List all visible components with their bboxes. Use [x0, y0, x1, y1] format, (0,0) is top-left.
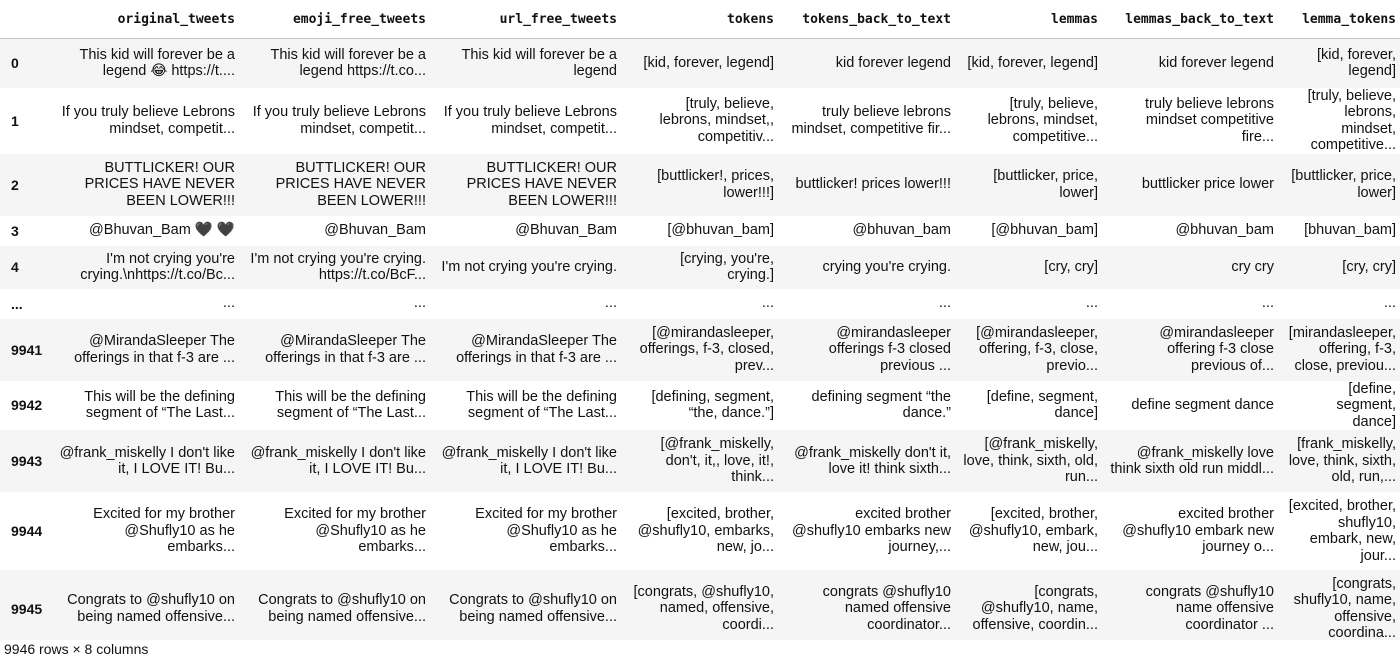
row-index: 4 [11, 259, 19, 275]
cell-text: defining segment “the dance.” [811, 388, 951, 422]
table-cell [957, 39, 1104, 88]
table-cell [623, 430, 780, 492]
table-cell [780, 289, 957, 319]
column-header-emoji-free-tweets: emoji_free_tweets [241, 0, 432, 39]
cell-text: @MirandaSleeper The offerings in that f-3 are ... [265, 333, 426, 366]
column-header-lemmas-back-to-text: lemmas_back_to_text [1104, 0, 1280, 39]
cell-text: @frank_miskelly love think sixth old run middl... [1110, 444, 1274, 477]
cell-text: [@frank_miskelly, don't, it,, love, it!, think... [660, 436, 774, 486]
table-cell [623, 492, 780, 570]
cell-text: define segment dance [1131, 397, 1274, 413]
cell-text: truly believe lebrons mindset, competitive fir... [791, 104, 951, 137]
table-cell [432, 216, 623, 246]
cell-text: Congrats to @shufly10 on being named offensive... [67, 592, 235, 625]
table-cell [432, 289, 623, 319]
table-cell [241, 381, 432, 431]
table-cell [957, 492, 1104, 570]
cell-text: congrats @shufly10 named offensive coordinator... [822, 583, 951, 633]
cell-text: [crying, you're, crying.] [680, 250, 774, 283]
row-index: 9941 [11, 341, 43, 358]
table-cell [1104, 246, 1280, 289]
table-cell [432, 570, 623, 640]
table-cell [1280, 39, 1400, 88]
table-cell [780, 492, 957, 570]
table-cell [623, 88, 780, 154]
table-cell [50, 492, 241, 570]
table-cell [50, 381, 241, 431]
table-row [0, 289, 1400, 319]
cell-text: [truly, believe, lebrons, mindset, competitive... [987, 95, 1098, 145]
table-cell [1280, 570, 1400, 640]
table-cell [780, 381, 957, 431]
cell-text: [truly, believe, lebrons, mindset, competitive... [1307, 87, 1396, 153]
cell-text: ... [1261, 295, 1274, 312]
column-header-index [0, 0, 50, 39]
row-index: ... [11, 295, 23, 312]
table-cell [1280, 381, 1400, 431]
table-cell [432, 39, 623, 88]
table-cell [623, 154, 780, 216]
column-header-tokens: tokens [623, 0, 780, 39]
table-row [0, 39, 1400, 88]
cell-text: @frank_miskelly I don't like it, I LOVE IT! Bu... [59, 444, 235, 477]
cell-text: @frank_miskelly I don't like it, I LOVE IT! Bu... [250, 444, 426, 477]
cell-text: @MirandaSleeper The offerings in that f-3 are ... [74, 333, 235, 366]
cell-text: Excited for my brother @Shufly10 as he embarks... [475, 506, 617, 556]
cell-text: truly believe lebrons mindset competitive fire... [1145, 95, 1274, 145]
cell-text: congrats @shufly10 name offensive coordinator ... [1145, 583, 1274, 633]
cell-text: kid forever legend [1158, 55, 1274, 71]
table-cell [432, 319, 623, 381]
cell-text: This kid will forever be a legend 😂 https://t.... [79, 46, 235, 80]
cell-text: This kid will forever be a legend [461, 46, 617, 80]
table-cell [50, 570, 241, 640]
cell-text: I'm not crying you're crying. https://t.co/BcF... [250, 250, 426, 283]
cell-text: ... [938, 295, 951, 312]
table-cell [1104, 216, 1280, 246]
dataframe-summary: 9946 rows × 8 columns [4, 641, 149, 657]
cell-text: [truly, believe, lebrons, mindset,, competitiv... [659, 95, 774, 145]
table-row [0, 216, 1400, 246]
table-cell [50, 88, 241, 154]
table-cell [241, 319, 432, 381]
cell-text: Congrats to @shufly10 on being named offensive... [449, 592, 617, 625]
row-index: 3 [11, 222, 19, 239]
cell-text: [defining, segment, “the, dance.”] [651, 388, 774, 422]
table-cell [1104, 289, 1280, 319]
cell-text: excited brother @shufly10 embarks new journey,... [792, 506, 951, 556]
table-cell [432, 492, 623, 570]
cell-text: @frank_miskelly don't it, love it! think sixth... [794, 444, 951, 477]
cell-text: [congrats, shufly10, name, offensive, coordina... [1293, 575, 1396, 640]
table-cell [241, 39, 432, 88]
row-index: 1 [11, 112, 19, 129]
table-cell [780, 570, 957, 640]
table-cell [957, 216, 1104, 246]
cell-text: [congrats, @shufly10, named, offensive, coordi... [633, 583, 774, 633]
table-cell [957, 246, 1104, 289]
cell-text: If you truly believe Lebrons mindset, competit... [252, 104, 426, 137]
column-header-url-free-tweets: url_free_tweets [432, 0, 623, 39]
table-cell [241, 289, 432, 319]
table-cell [241, 430, 432, 492]
table-cell [623, 216, 780, 246]
table-cell [780, 430, 957, 492]
cell-text: BUTTLICKER! OUR PRICES HAVE NEVER BEEN LOWER!!! [466, 159, 617, 209]
cell-text: @bhuvan_bam [1175, 222, 1274, 239]
table-row [0, 319, 1400, 381]
table-cell [1280, 246, 1400, 289]
row-index: 9943 [11, 453, 43, 469]
table-cell [1104, 319, 1280, 381]
table-cell [1104, 154, 1280, 216]
table-cell [780, 88, 957, 154]
table-cell [1280, 430, 1400, 492]
table-row [0, 430, 1400, 492]
table-cell [623, 39, 780, 88]
cell-text: [buttlicker, price, lower] [993, 168, 1098, 201]
column-header-lemma-tokens: lemma_tokens [1280, 0, 1400, 39]
table-cell [957, 570, 1104, 640]
table-cell [50, 430, 241, 492]
table-cell [957, 88, 1104, 154]
table-cell [1280, 216, 1400, 246]
table-cell [50, 246, 241, 289]
cell-text: [@mirandasleeper, offering, f-3, close, previo... [976, 324, 1098, 374]
cell-text: Excited for my brother @Shufly10 as he embarks... [93, 506, 235, 556]
cell-text: [excited, brother, shufly10, embark, new, jour... [1288, 498, 1396, 564]
table-cell [241, 154, 432, 216]
table-cell [780, 246, 957, 289]
table-cell [957, 154, 1104, 216]
row-index: 9942 [11, 397, 43, 414]
table-cell [1104, 492, 1280, 570]
cell-text: BUTTLICKER! OUR PRICES HAVE NEVER BEEN LOWER!!! [275, 159, 426, 209]
cell-text: @Bhuvan_Bam [515, 222, 617, 239]
cell-text: [excited, brother, @shufly10, embark, new, jou... [968, 506, 1098, 556]
cell-text: [bhuvan_bam] [1304, 222, 1396, 239]
table-row [0, 88, 1400, 154]
table-cell [241, 570, 432, 640]
table-cell [623, 289, 780, 319]
table-cell [623, 570, 780, 640]
cell-text: @MirandaSleeper The offerings in that f-3 are ... [456, 333, 617, 366]
cell-text: [@bhuvan_bam] [667, 222, 774, 239]
cell-text: ... [604, 295, 617, 312]
cell-text: I'm not crying you're crying.\nhttps://t.co/Bc... [80, 250, 235, 283]
table-cell [957, 319, 1104, 381]
cell-text: [@mirandasleeper, offerings, f-3, closed, prev... [639, 324, 774, 374]
cell-text: I'm not crying you're crying. [441, 258, 617, 275]
cell-text: Excited for my brother @Shufly10 as he embarks... [284, 506, 426, 556]
cell-text: [kid, forever, legend] [967, 55, 1098, 71]
table-cell [50, 319, 241, 381]
cell-text: buttlicker! prices lower!!! [795, 176, 951, 193]
table-cell [241, 246, 432, 289]
cell-text: cry cry [1231, 258, 1274, 275]
cell-text: [cry, cry] [1342, 258, 1396, 275]
table-cell [1104, 570, 1280, 640]
cell-text: [excited, brother, @shufly10, embarks, new, jo... [637, 506, 774, 556]
cell-text: [kid, forever, legend] [643, 55, 774, 71]
column-header-original-tweets: original_tweets [50, 0, 241, 39]
table-cell [623, 381, 780, 431]
cell-text: This will be the defining segment of “The Last... [466, 388, 617, 422]
table-cell [50, 289, 241, 319]
row-index: 2 [11, 176, 19, 193]
table-cell [1280, 154, 1400, 216]
table-row [0, 492, 1400, 570]
table-cell [623, 246, 780, 289]
cell-text: kid forever legend [835, 55, 951, 71]
cell-text: @Bhuvan_Bam 🖤 🖤 [89, 222, 235, 239]
cell-text: ... [222, 295, 235, 312]
table-cell [1280, 492, 1400, 570]
cell-text: If you truly believe Lebrons mindset, competit... [61, 104, 235, 137]
table-cell [623, 319, 780, 381]
cell-text: @frank_miskelly I don't like it, I LOVE IT! Bu... [441, 444, 617, 477]
table-cell [1104, 88, 1280, 154]
cell-text: This will be the defining segment of “The Last... [84, 388, 235, 422]
cell-text: ... [1383, 295, 1396, 312]
cell-text: [buttlicker, price, lower] [1291, 168, 1396, 201]
table-cell [780, 154, 957, 216]
table-cell [50, 154, 241, 216]
table-cell [1280, 319, 1400, 381]
cell-text: BUTTLICKER! OUR PRICES HAVE NEVER BEEN LOWER!!! [84, 159, 235, 209]
cell-text: [frank_miskelly, love, think, sixth, old, run,... [1288, 436, 1396, 486]
table-row [0, 246, 1400, 289]
table-row [0, 570, 1400, 640]
row-index: 0 [11, 55, 19, 72]
cell-text: @Bhuvan_Bam [324, 222, 426, 239]
cell-text: This kid will forever be a legend https://t.co... [270, 46, 426, 80]
cell-text: ... [1085, 295, 1098, 312]
cell-text: ... [761, 295, 774, 312]
cell-text: [define, segment, dance] [986, 388, 1098, 422]
cell-text: buttlicker price lower [1141, 176, 1274, 193]
cell-text: @bhuvan_bam [852, 222, 951, 239]
row-index: 9945 [11, 600, 43, 617]
table-cell [432, 88, 623, 154]
table-cell [1104, 430, 1280, 492]
table-cell [241, 492, 432, 570]
cell-text: excited brother @shufly10 embark new journey o... [1122, 506, 1274, 556]
cell-text: [kid, forever, legend] [1317, 46, 1396, 80]
cell-text: [cry, cry] [1044, 258, 1098, 275]
table-cell [1104, 39, 1280, 88]
table-cell [1280, 88, 1400, 154]
cell-text: [buttlicker!, prices, lower!!!] [657, 168, 774, 201]
table-cell [432, 430, 623, 492]
table-cell [780, 319, 957, 381]
cell-text: [congrats, @shufly10, name, offensive, coordin... [972, 583, 1098, 633]
cell-text: If you truly believe Lebrons mindset, competit... [443, 104, 617, 137]
table-cell [241, 216, 432, 246]
cell-text: This will be the defining segment of “The Last... [275, 388, 426, 422]
table-cell [780, 39, 957, 88]
table-cell [432, 381, 623, 431]
table-cell [1280, 289, 1400, 319]
table-body [0, 39, 1400, 641]
table-cell [957, 289, 1104, 319]
column-header-tokens-back-to-text: tokens_back_to_text [780, 0, 957, 39]
cell-text: [@bhuvan_bam] [991, 222, 1098, 239]
table-cell [957, 381, 1104, 431]
cell-text: @mirandasleeper offering f-3 close previous of... [1159, 324, 1274, 374]
table-cell [432, 154, 623, 216]
column-header-lemmas: lemmas [957, 0, 1104, 39]
table-row [0, 381, 1400, 431]
row-index: 9944 [11, 523, 43, 539]
table-cell [50, 216, 241, 246]
table-cell [50, 39, 241, 88]
cell-text: crying you're crying. [822, 258, 951, 275]
cell-text: [mirandasleeper, offering, f-3, close, previou... [1288, 324, 1396, 374]
cell-text: [@frank_miskelly, love, think, sixth, old, run... [963, 436, 1098, 486]
cell-text: Congrats to @shufly10 on being named offensive... [258, 592, 426, 625]
table-cell [432, 246, 623, 289]
table-row [0, 154, 1400, 216]
cell-text: ... [413, 295, 426, 312]
table-cell [1104, 381, 1280, 431]
table-cell [780, 216, 957, 246]
cell-text: @mirandasleeper offerings f-3 closed previous ... [828, 324, 951, 374]
table-cell [957, 430, 1104, 492]
cell-text: [define, segment, dance] [1336, 380, 1396, 430]
header-row [0, 0, 1400, 39]
table-cell [241, 88, 432, 154]
